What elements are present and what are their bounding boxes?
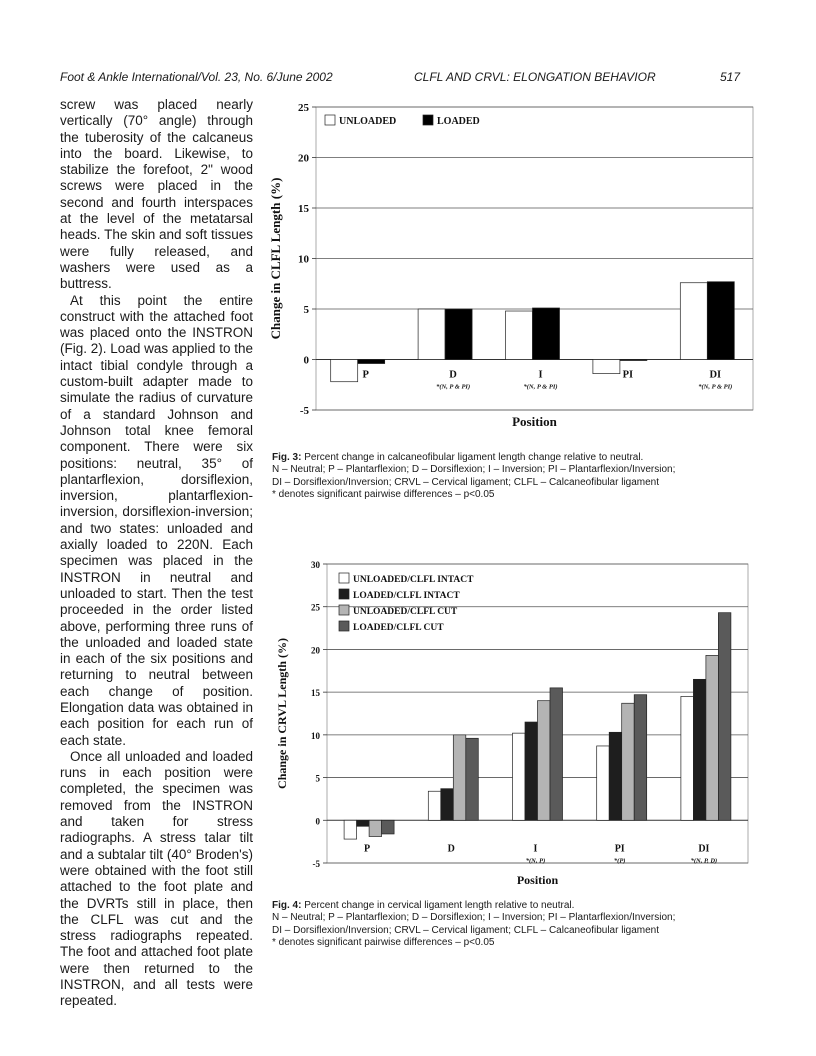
y-tick-label: 20: [311, 645, 320, 656]
bar-d-series-2: [445, 309, 472, 360]
legend-label: UNLOADED/CLFL CUT: [353, 607, 458, 617]
y-axis-label: Change in CLFL Length (%): [268, 177, 283, 340]
y-tick-label: 25: [298, 102, 309, 114]
bar-di-series-2: [707, 282, 734, 360]
bar-pi-series-3: [622, 703, 635, 820]
legend-swatch: [423, 115, 433, 125]
category-significance-note: *(N, P): [525, 857, 546, 865]
legend-label: UNLOADED: [339, 116, 397, 127]
bar-i-series-4: [550, 688, 563, 820]
bar-p-series-2: [357, 820, 370, 826]
category-label: I: [538, 369, 543, 381]
bar-d-series-3: [453, 735, 466, 820]
bar-i-series-2: [533, 308, 560, 360]
bar-p-series-1: [344, 820, 357, 839]
y-tick-label: 0: [315, 816, 320, 827]
bar-pi-series-2: [609, 732, 622, 820]
y-tick-label: -5: [299, 405, 309, 417]
bar-d-series-4: [466, 738, 479, 820]
category-label: P: [364, 843, 371, 855]
category-label: D: [449, 369, 457, 381]
y-tick-label: 15: [311, 688, 320, 699]
bar-di-series-1: [680, 283, 707, 360]
bar-p-series-4: [382, 820, 395, 834]
legend-swatch: [339, 573, 349, 583]
legend-swatch: [325, 115, 335, 125]
bar-pi-series-4: [634, 695, 647, 821]
caption-line: DI – Dorsiflexion/Inversion; CRVL – Cervical ligament; CLFL – Calcaneofibular ligament: [272, 924, 660, 936]
category-significance-note: *(N, P, D): [690, 857, 718, 865]
bar-di-series-2: [693, 679, 706, 820]
y-tick-label: 5: [315, 773, 320, 784]
y-axis-label: Change in CRVL Length (%): [275, 638, 289, 789]
category-label: DI: [709, 369, 722, 381]
y-tick-label: 10: [311, 730, 320, 741]
figure-4-chart: [262, 553, 762, 893]
x-axis-label: Position: [512, 414, 557, 429]
category-label: I: [533, 843, 538, 855]
legend-swatch: [339, 621, 349, 631]
category-label: D: [447, 843, 455, 855]
figure-3-chart: [262, 96, 762, 436]
y-tick-label: 20: [298, 152, 309, 165]
category-label: P: [362, 369, 369, 381]
caption-label: Fig. 4:: [272, 900, 302, 911]
body-paragraph: screw was placed nearly vertically (70° angle) through the tuberosity of the calcaneus into the board. Likewise, to stabilize the forefoot, 2" wood screws were placed in the second and fourth interspaces at the level of the metatarsal heads. The skin and soft tissues were fully released, and washers were used as a buttress.: [60, 97, 253, 292]
legend-label: LOADED/CLFL INTACT: [353, 591, 460, 601]
running-title: CLFL AND CRVL: ELONGATION BEHAVIOR: [414, 70, 656, 84]
bar-p-series-2: [358, 360, 385, 364]
category-label: PI: [614, 843, 625, 855]
category-significance-note: *(N, P & PI): [523, 383, 558, 391]
x-axis-label: Position: [516, 873, 559, 887]
y-tick-label: 25: [311, 602, 320, 613]
bar-di-series-3: [706, 655, 719, 820]
y-tick-label: 0: [303, 354, 309, 367]
body-text-column: [60, 97, 253, 1010]
legend-label: LOADED: [437, 116, 480, 127]
y-tick-label: 10: [298, 253, 309, 266]
bar-d-series-1: [428, 791, 441, 820]
y-tick-label: 5: [303, 304, 309, 316]
caption-line: * denotes significant pairwise differences – p<0.05: [272, 489, 495, 501]
bar-i-series-1: [506, 311, 533, 359]
figure-4-caption: [272, 900, 742, 950]
bar-di-series-1: [681, 696, 694, 820]
category-label: DI: [698, 843, 710, 855]
bar-i-series-3: [538, 701, 551, 821]
body-paragraph: At this point the entire construct with the attached foot was placed onto the INSTRON (Fig. 2). Load was applied to the intact tibial condyle through a custom-built adapter made to simulate the radius of curvature of a standard Johnson and Johnson total knee femoral component. There were six positions: neutral, 35° of plantarflexion, dorsiflexion, inversion, plantarflexion-inversion, dorsiflexion-inversion; and two states: unloaded and axially loaded to 220N. Each specimen was placed in the INSTRON in neutral and unloaded to start. Then the test proceeded in the order listed above, performing three runs of the unloaded and loaded state in each of the six positions and returning to neutral between each change of position. Elongation data was obtained in each position for each run of each state.: [60, 292, 253, 748]
category-label: PI: [622, 369, 634, 381]
legend-label: UNLOADED/CLFL INTACT: [353, 575, 474, 585]
page-number: 517: [720, 70, 741, 84]
caption-line: DI – Dorsiflexion/Inversion; CRVL – Cervical ligament; CLFL – Calcaneofibular ligament: [272, 476, 660, 488]
caption-line: * denotes significant pairwise differences – p<0.05: [272, 937, 495, 949]
figure-3-caption: [272, 452, 742, 502]
bar-pi-series-2: [620, 360, 647, 361]
legend-swatch: [339, 589, 349, 599]
bar-i-series-2: [525, 722, 538, 820]
y-tick-label: 15: [298, 203, 309, 215]
bar-p-series-3: [369, 820, 382, 836]
journal-citation: Foot & Ankle International/Vol. 23, No. 6/June 2002: [60, 70, 333, 84]
bar-d-series-1: [418, 309, 445, 360]
legend-swatch: [339, 605, 349, 615]
caption-line: N – Neutral; P – Plantarflexion; D – Dorsiflexion; I – Inversion; PI – Plantarflexion/Inversion;: [272, 912, 676, 924]
legend-label: LOADED/CLFL CUT: [353, 623, 444, 633]
caption-text: Percent change in calcaneofibular ligament length change relative to neutral.: [301, 452, 644, 463]
caption-line: N – Neutral; P – Plantarflexion; D – Dorsiflexion; I – Inversion; PI – Plantarflexion/Inversion;: [272, 464, 676, 476]
bar-pi-series-1: [593, 360, 620, 374]
category-significance-note: *(N, P & PI): [436, 383, 471, 391]
bar-d-series-2: [441, 789, 454, 821]
bar-pi-series-1: [597, 746, 610, 820]
caption-label: Fig. 3:: [272, 452, 302, 463]
bar-di-series-4: [718, 613, 731, 821]
y-tick-label: 30: [311, 560, 320, 570]
caption-text: Percent change in cervical ligament length relative to neutral.: [301, 900, 575, 911]
body-paragraph: Once all unloaded and loaded runs in each position were completed, the specimen was removed from the INSTRON and taken for stress radiographs. A stress talar tilt and a subtalar tilt (40° Broden's) were obtained with the foot still attached to the foot plate and the DVRTs still in place, then the CLFL was cut and the stress radiographs repeated. The foot and attached foot plate were then returned to the INSTRON, and all tests were repeated.: [60, 748, 253, 1009]
bar-i-series-1: [513, 733, 526, 820]
y-tick-label: -5: [312, 859, 320, 869]
category-significance-note: *(P): [613, 857, 626, 865]
category-significance-note: *(N, P & PI): [698, 383, 733, 391]
bar-p-series-1: [331, 360, 358, 382]
